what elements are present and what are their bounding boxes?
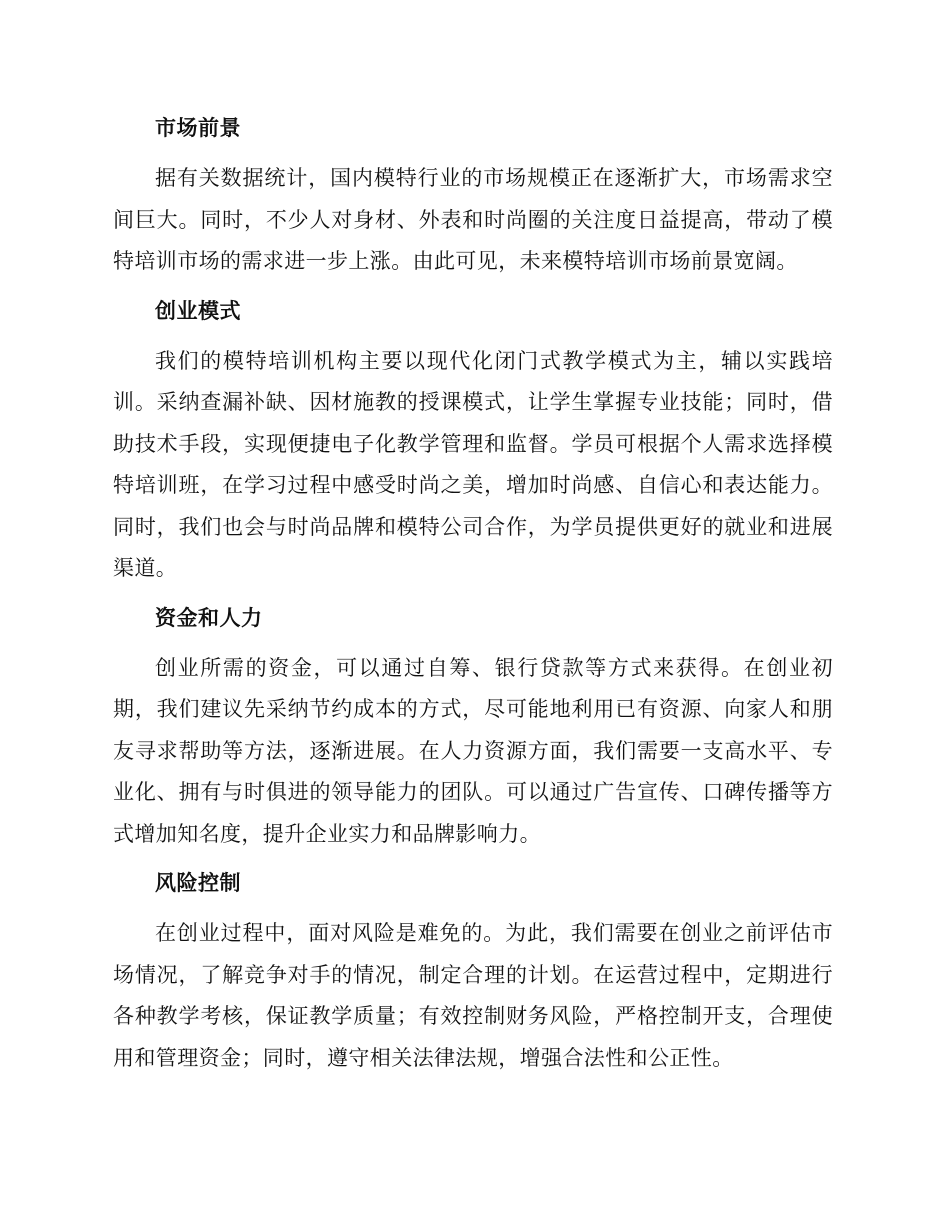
section-paragraph: 我们的模特培训机构主要以现代化闭门式教学模式为主，辅以实践培训。采纳查漏补缺、因材施教的授课模式，让学生掌握专业技能；同时，借助技术手段，实现便捷电子化教学管理和监督。学员可根据个人需求选择模特培训班，在学习过程中感受时尚之美，增加时尚感、自信心和表达能力。同时，我们也会与时尚品牌和模特公司合作，为学员提供更好的就业和进展渠道。 (113, 348, 833, 580)
section-paragraph: 据有关数据统计，国内模特行业的市场规模正在逐渐扩大，市场需求空间巨大。同时，不少人对身材、外表和时尚圈的关注度日益提高，带动了模特培训市场的需求进一步上涨。由此可见，未来模特培训市场前景宽阔。 (113, 166, 833, 273)
section-business-model (113, 293, 833, 590)
section-heading: 风险控制 (155, 871, 241, 895)
section-risk-control (113, 865, 833, 1079)
section-paragraph: 在创业过程中，面对风险是难免的。为此，我们需要在创业之前评估市场情况，了解竞争对手的情况，制定合理的计划。在运营过程中，定期进行各种教学考核，保证教学质量；有效控制财务风险，严格控制开支，合理使用和管理资金；同时，遵守相关法律法规，增强合法性和公正性。 (113, 921, 833, 1070)
section-paragraph: 创业所需的资金，可以通过自筹、银行贷款等方式来获得。在创业初期，我们建议先采纳节约成本的方式，尽可能地利用已有资源、向家人和朋友寻求帮助等方法，逐渐进展。在人力资源方面，我们需要一支高水平、专业化、拥有与时俱进的领导能力的团队。可以通过广告宣传、口碑传播等方式增加知名度，提升企业实力和品牌影响力。 (113, 655, 833, 846)
section-funding-and-staffing (113, 600, 833, 856)
document-page (113, 108, 833, 1079)
section-heading: 市场前景 (155, 116, 241, 140)
section-market-outlook (113, 110, 833, 283)
section-heading: 资金和人力 (155, 605, 263, 630)
section-heading: 创业模式 (155, 298, 241, 323)
